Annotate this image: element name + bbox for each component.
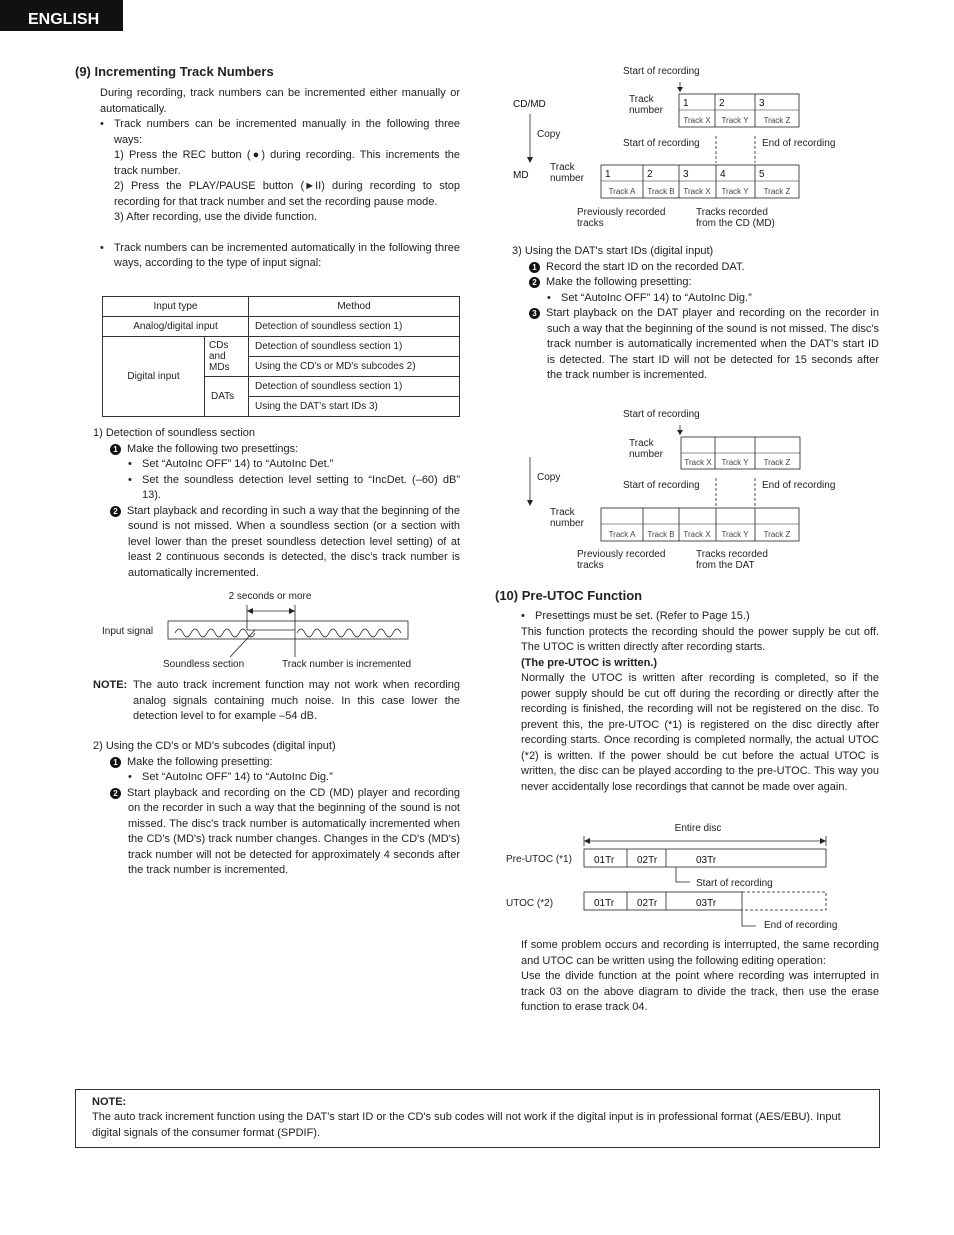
cdmd-bot-track-y: Track Y (721, 187, 749, 196)
cdmd-bot-num-1: 1 (605, 169, 611, 180)
det3-step-3 (512, 306, 879, 384)
note-text: The auto track increment function may not work when recording analog signals containing much noise. In this case lower the detection level to for example –54 dB. (133, 679, 460, 722)
section-10-body (521, 609, 879, 795)
cdmd-label: CD/MD (513, 99, 546, 110)
det1-step-2-text: Start playback and recording in such a way that the beginning of the sound is not missed. When a soundless section (or a section with level lower than the preset soundless detection level setting) of at least 2 continuous seconds is detected, the disc's track number is automatically incremented. (127, 504, 460, 579)
manual-step-3 (100, 210, 460, 226)
track-incremented-label: Track number is incremented (282, 659, 412, 670)
dat-track-number-top-1: Track (629, 438, 654, 449)
table-cds-method-1: Detection of soundless section 1) (249, 337, 460, 357)
manual-step-2-text: 2) Press the PLAY/PAUSE button (►II) during recording to stop recording for that track number and set the recording pause mode. (114, 180, 460, 208)
utoc-03tr: 03Tr (696, 898, 717, 909)
det1-heading: 1) Detection of soundless section (93, 427, 256, 439)
cdmd-copy-label: Copy (537, 129, 561, 140)
det2-heading: 2) Using the CD's or MD's subcodes (digital input) (93, 740, 336, 752)
dat-bot-track-z: Track Z (763, 530, 791, 539)
det2-step-1 (93, 755, 460, 771)
cdmd-track-number-bot-1: Track (550, 162, 575, 173)
dat-copy-diagram (505, 405, 885, 575)
cdmd-track-number-bot-2: number (550, 173, 584, 184)
bottom-note-box (75, 1089, 880, 1148)
cdmd-bot-num-3: 3 (683, 169, 689, 180)
cdmd-track-number-top-1: Track (629, 94, 654, 105)
dat-from-dat-2: from the DAT (696, 560, 755, 571)
det2-step-2 (93, 786, 460, 879)
cdmd-top-track-x: Track X (683, 116, 711, 125)
section-10-p2: Normally the UTOC is written after recording is completed, so if the power supply should be cut off during the recording or directly after the recording is finished, the recording will not be registered on the disc. To prevent this, the pre-UTOC (*1) is registered on the disc directly after recording starts. Once recording is completed normally, the actual UTOC (*2) is written. If the power should be cut before the actual UTOC is written, the disc can be played according to the pre-UTOC. This way you never accidentally lose recordings that cannot be made over again. (521, 672, 879, 793)
det2-sub-1: • Set “AutoInc OFF” 14) to “AutoInc Dig.” (128, 770, 460, 786)
circled-1-icon: 1 (529, 262, 540, 273)
dat-start-top: Start of recording (623, 409, 700, 420)
entire-disc-label: Entire disc (674, 823, 722, 834)
cdmd-from-cd-1: Tracks recorded (696, 207, 768, 218)
dat-prev-1: Previously recorded (577, 549, 666, 560)
det1-sub-1: • Set “AutoInc OFF” 14) to “AutoInc Det.” (128, 457, 460, 473)
manual-step-3-text: 3) After recording, use the divide function. (114, 211, 318, 223)
dat-bot-track-a: Track A (608, 530, 636, 539)
cdmd-bot-track-a: Track A (608, 187, 636, 196)
table-dats-method-1: Detection of soundless section 1) (249, 377, 460, 397)
presettings-bullet: • Presettings must be set. (Refer to Page 15.) (521, 609, 879, 625)
circled-2-icon: 2 (110, 788, 121, 799)
utoc-end-label: End of recording (764, 920, 838, 931)
table-digital-input: Digital input (103, 337, 205, 417)
dat-bot-track-x: Track X (683, 530, 711, 539)
utoc-diagram (500, 818, 880, 936)
note-label: NOTE: (93, 679, 128, 691)
cdmd-top-num-2: 2 (719, 98, 725, 109)
table-dats-method-2: Using the DAT's start IDs 3) (249, 397, 460, 417)
dat-top-track-x: Track X (684, 458, 712, 467)
dat-track-number-top-2: number (629, 449, 663, 460)
input-signal-diagram (95, 585, 465, 675)
cdmd-prev-2: tracks (577, 218, 604, 229)
utoc-track-row (584, 892, 826, 910)
det3-heading: 3) Using the DAT's start IDs (digital input) (512, 245, 714, 257)
utoc-label: UTOC (*2) (506, 898, 554, 909)
circled-1-icon: 1 (110, 444, 121, 455)
utoc-02tr: 02Tr (637, 898, 658, 909)
det3-step-2 (512, 275, 879, 291)
input-signal-label: Input signal (102, 626, 154, 637)
dat-start-mid: Start of recording (623, 480, 700, 491)
manual-step-1-text: 1) Press the REC button (●) during recording. This increments the track number. (114, 149, 460, 177)
cdmd-start-mid: Start of recording (623, 138, 700, 149)
manual-bullet: • Track numbers can be incremented manually in the following three ways: (100, 117, 460, 148)
dat-top-track-y: Track Y (721, 458, 749, 467)
table-header-method: Method (249, 297, 460, 317)
pre-utoc-02tr: 02Tr (637, 855, 658, 866)
cdmd-bot-track-x: Track X (683, 187, 711, 196)
dat-bot-track-b: Track B (647, 530, 675, 539)
detection-1-block (93, 426, 460, 581)
detection-3-block (512, 244, 879, 384)
dat-copy-label: Copy (537, 472, 561, 483)
det3-step-2-text: Make the following presetting: (546, 276, 692, 288)
table-cds-mds: CDs and MDs (204, 337, 248, 377)
cdmd-end-mid: End of recording (762, 138, 836, 149)
dat-bot-track-y: Track Y (721, 530, 749, 539)
cdmd-bot-track-z: Track Z (763, 187, 791, 196)
section-10-p3: If some problem occurs and recording is interrupted, the same recording and UTOC can be written using the following editing operation: (521, 939, 879, 967)
det1-sub-2: • Set the soundless detection level setting to “IncDet. (–60) dB” 13). (128, 473, 460, 504)
det2-step-2-text: Start playback and recording on the CD (MD) player and recording on the recorder in such a way that the beginning of the sound is not missed. The disc's track number is automatically incremented when the CD's (MD's) track number changes. Changes in the CD's (MD's) track number will not be detected for approximately 4 seconds after the track number is incremented. (127, 786, 460, 876)
section-10-p4: Use the divide function at the point where recording was interrupted in track 03 on the above diagram to divide the track, then use the erase function to erase track 04. (521, 970, 879, 1013)
table-analog-method: Detection of soundless section 1) (249, 317, 460, 337)
cdmd-bot-num-4: 4 (720, 169, 726, 180)
cdmd-start-top: Start of recording (623, 66, 700, 77)
pre-utoc-01tr: 01Tr (594, 855, 615, 866)
manual-step-1 (100, 148, 460, 179)
bottom-note-label: NOTE: (92, 1096, 127, 1108)
det3-sub-1: • Set “AutoInc OFF” 14) to “AutoInc Dig.” (547, 291, 879, 307)
cdmd-track-number-top-2: number (629, 105, 663, 116)
soundless-label: Soundless section (163, 659, 245, 670)
circled-1-icon: 1 (110, 757, 121, 768)
section-9-intro-block (100, 86, 460, 272)
table-analog-digital: Analog/digital input (103, 317, 249, 337)
det3-step-3-text: Start playback on the DAT player and recording on the recorder in such a way that the beginning of the sound is not missed. The disc's track number is automatically incremented when the DAT's start ID is detected. The start ID will not be detected for 15 seconds after the track number is incremented. (546, 307, 879, 381)
method-table (102, 296, 460, 417)
det3-step-1-text: Record the start ID on the recorded DAT. (546, 260, 745, 273)
dat-top-track-boxes (681, 437, 800, 469)
section-9-intro: During recording, track numbers can be incremented either manually or automatically. (100, 87, 460, 115)
detection-2-block (93, 739, 460, 879)
dat-track-number-bot-2: number (550, 518, 584, 529)
cdmd-top-num-3: 3 (759, 98, 765, 109)
manual-step-2 (100, 179, 460, 210)
section-10-closing (521, 938, 879, 1016)
circled-2-icon: 2 (110, 506, 121, 517)
cdmd-copy-diagram (505, 62, 885, 232)
cdmd-from-cd-2: from the CD (MD) (696, 218, 775, 229)
bottom-note-text: The auto track increment function using the DAT's start ID or the CD's sub codes will not work if the digital input is in professional format (AES/EBU). Input digital signals of the consumer format (SPDIF). (92, 1111, 841, 1139)
det1-step-1-text: Make the following two presettings: (127, 442, 299, 455)
section-9-title: (9) Incrementing Track Numbers (75, 64, 274, 79)
table-dats: DATs (204, 377, 248, 417)
cdmd-bottom-track-boxes (601, 165, 799, 198)
section-10-title: (10) Pre-UTOC Function (495, 588, 643, 603)
cdmd-top-track-boxes (679, 94, 799, 127)
cdmd-bot-track-b: Track B (647, 187, 675, 196)
utoc-01tr: 01Tr (594, 898, 615, 909)
circled-3-icon: 3 (529, 308, 540, 319)
table-header-input: Input type (103, 297, 249, 317)
det3-step-1 (512, 260, 879, 276)
table-cds-method-2: Using the CD's or MD's subcodes 2) (249, 357, 460, 377)
section-10-p1: This function protects the recording should the power supply be cut off. The UTOC is written directly after recording starts. (521, 625, 879, 653)
pre-utoc-track-row (584, 849, 826, 867)
dat-prev-2: tracks (577, 560, 604, 571)
cdmd-bot-num-5: 5 (759, 169, 765, 180)
dat-from-dat-1: Tracks recorded (696, 549, 768, 560)
cdmd-top-track-z: Track Z (763, 116, 791, 125)
md-label: MD (513, 170, 529, 181)
det1-step-2 (93, 504, 460, 582)
cdmd-prev-1: Previously recorded (577, 207, 666, 218)
dat-top-track-z: Track Z (763, 458, 791, 467)
note-block (93, 678, 460, 725)
two-seconds-label: 2 seconds or more (228, 591, 312, 602)
auto-bullet: • Track numbers can be incremented automatically in the following three ways, according to the type of input signal: (100, 241, 460, 272)
dat-track-number-bot-1: Track (550, 507, 575, 518)
cdmd-bot-num-2: 2 (647, 169, 653, 180)
cdmd-top-num-1: 1 (683, 98, 689, 109)
det1-step-1 (93, 442, 460, 458)
pre-utoc-03tr: 03Tr (696, 855, 717, 866)
language-tab: ENGLISH (0, 0, 123, 31)
circled-2-icon: 2 (529, 277, 540, 288)
cdmd-top-track-y: Track Y (721, 116, 749, 125)
dat-end-mid: End of recording (762, 480, 836, 491)
pre-utoc-label: Pre-UTOC (*1) (506, 854, 572, 865)
section-10-subhead: (The pre-UTOC is written.) (521, 656, 658, 669)
det2-step-1-text: Make the following presetting: (127, 755, 273, 768)
utoc-start-label: Start of recording (696, 878, 773, 889)
dat-bottom-track-boxes (601, 508, 799, 541)
